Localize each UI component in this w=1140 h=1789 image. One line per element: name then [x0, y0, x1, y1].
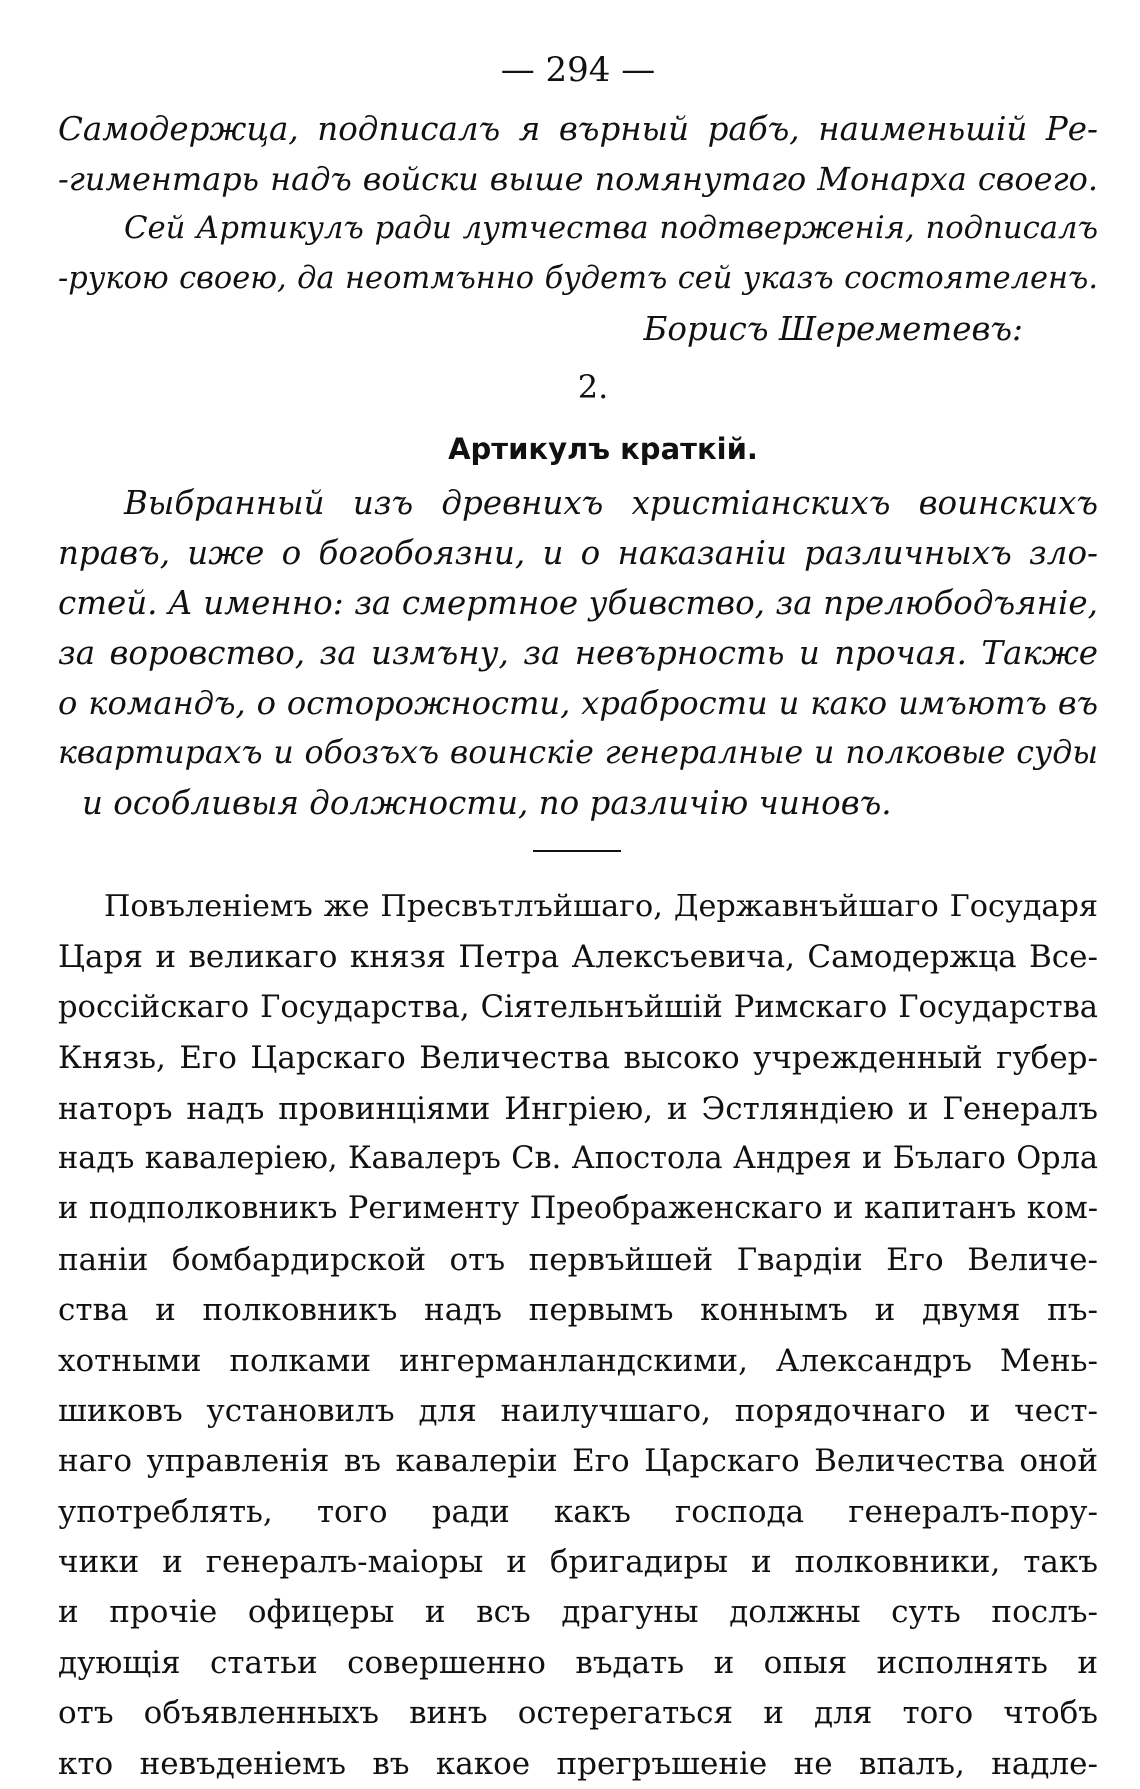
- section-number: 2.: [577, 368, 609, 406]
- body-paragraph: [58, 882, 1098, 1789]
- intro-line: -гиментарь надъ войски выше помянутаго Монарха своего.: [58, 160, 1098, 198]
- summary-line: о командъ, о осторожности, храбрости и како имъютъ въ: [58, 684, 1098, 722]
- body-line: Царя и великаго князя Петра Алексъевича, Самодержца Все-: [58, 939, 1098, 976]
- body-line: надъ кавалеріею, Кавалеръ Св. Апостола Андрея и Бълаго Орла: [58, 1140, 1098, 1176]
- body-line: шиковъ установилъ для наилучшаго, порядочнаго и чест-: [58, 1392, 1098, 1429]
- body-line: и прочіе офицеры и всъ драгуны должны суть послъ-: [58, 1594, 1098, 1631]
- confirmation-line: Сей Артикулъ ради лутчества подтверженія, подписалъ: [124, 211, 1098, 246]
- body-line: и подполковникъ Регименту Преображенскаго и капитанъ ком-: [58, 1191, 1098, 1227]
- body-line: наго управленія въ кавалеріи Его Царскаго Величества оной: [58, 1443, 1098, 1480]
- page-number: — 294 —: [500, 50, 656, 90]
- body-line: кто невъденіемъ въ какое прегръшеніе не впалъ, надле-: [58, 1745, 1098, 1782]
- body-line: ства и полковникъ надъ первымъ коннымъ и двумя пъ-: [58, 1292, 1098, 1329]
- confirmation-line: -рукою своею, да неотмънно будетъ сей указъ состоятеленъ.: [58, 261, 1098, 296]
- body-line: дующія статьи совершенно въдать и опыя исполнять и: [58, 1644, 1098, 1681]
- summary-paragraph: [58, 478, 1098, 828]
- intro-paragraph: [58, 104, 1098, 204]
- body-line: россійскаго Государства, Сіятельнъйшій Римскаго Государства: [58, 989, 1098, 1025]
- body-line: Князь, Его Царскаго Величества высоко учрежденный губер-: [58, 1040, 1098, 1077]
- body-line: Повъленіемъ же Пресвътлъйшаго, Державнъйшаго Государя: [104, 889, 1098, 924]
- body-line: отъ объявленныхъ винъ остерегаться и для того чтобъ: [58, 1695, 1098, 1732]
- section-divider: [533, 850, 621, 852]
- article-title: Артикулъ краткій.: [448, 432, 758, 466]
- body-line: хотными полками ингерманландскими, Александръ Мень-: [58, 1342, 1098, 1379]
- summary-line: правъ, иже о богобоязни, и о наказаніи различныхъ зло-: [58, 534, 1098, 572]
- confirmation-paragraph: [58, 204, 1098, 304]
- summary-line: за воровство, за измъну, за невърность и прочая. Также: [58, 634, 1098, 672]
- body-line: чики и генералъ-маіоры и бригадиры и полковники, такъ: [58, 1544, 1098, 1581]
- intro-line: Самодержца, подписалъ я върный рабъ, наименьшій Ре-: [58, 110, 1098, 148]
- body-line: паніи бомбардирской отъ первъйшей Гвардіи Его Величе-: [58, 1241, 1098, 1278]
- summary-line: Выбранный изъ древнихъ христіанскихъ воинскихъ: [124, 484, 1098, 522]
- summary-line: и особливыя должности, по различію чиновъ.: [82, 784, 892, 822]
- summary-line: квартирахъ и обозъхъ воинскіе генералные и полковые суды: [58, 735, 1098, 771]
- document-page: [58, 40, 1098, 1789]
- body-line: употреблять, того ради какъ господа генералъ-пору-: [58, 1493, 1098, 1530]
- signature: Борисъ Шереметевъ:: [643, 310, 1023, 348]
- body-line: наторъ надъ провинціями Ингріею, и Эстляндіею и Генералъ: [58, 1090, 1098, 1127]
- summary-line: стей. А именно: за смертное убивство, за прелюбодъяніе,: [58, 584, 1098, 622]
